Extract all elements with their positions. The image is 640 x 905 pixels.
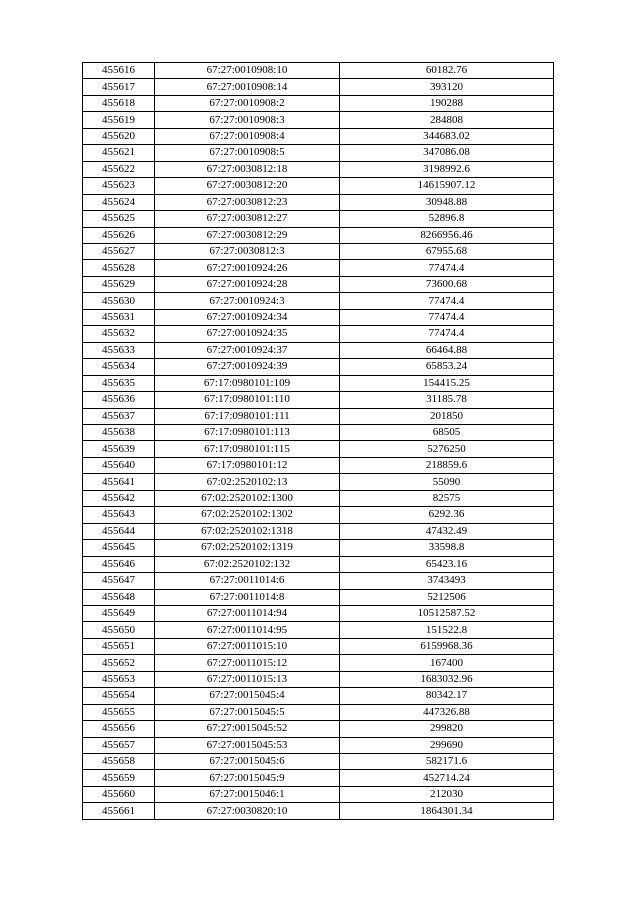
row-number-cell: 455632 <box>83 326 155 342</box>
row-number-cell: 455643 <box>83 507 155 523</box>
row-number-cell: 455619 <box>83 112 155 128</box>
table-row <box>83 655 554 671</box>
row-number-cell: 455661 <box>83 803 155 819</box>
table-row <box>83 128 554 144</box>
row-number-cell: 455617 <box>83 79 155 95</box>
row-number-cell: 455655 <box>83 704 155 720</box>
table-row <box>83 457 554 473</box>
value-cell: 5212506 <box>340 589 554 605</box>
cadastral-number-cell: 67:27:0010908:5 <box>155 145 340 161</box>
row-number-cell: 455637 <box>83 408 155 424</box>
row-number-cell: 455634 <box>83 359 155 375</box>
table-row <box>83 227 554 243</box>
row-number-cell: 455645 <box>83 540 155 556</box>
table-row <box>83 754 554 770</box>
value-cell: 151522.8 <box>340 622 554 638</box>
row-number-cell: 455628 <box>83 260 155 276</box>
table-row <box>83 671 554 687</box>
table-row <box>83 556 554 572</box>
row-number-cell: 455658 <box>83 754 155 770</box>
value-cell: 344683.02 <box>340 128 554 144</box>
cadastral-number-cell: 67:27:0030812:3 <box>155 243 340 259</box>
table-row <box>83 605 554 621</box>
value-cell: 6159968.36 <box>340 638 554 654</box>
table-row <box>83 490 554 506</box>
value-cell: 30948.88 <box>340 194 554 210</box>
cadastral-number-cell: 67:27:0030812:27 <box>155 211 340 227</box>
cadastral-number-cell: 67:27:0011014:8 <box>155 589 340 605</box>
cadastral-number-cell: 67:27:0030812:23 <box>155 194 340 210</box>
value-cell: 6292.36 <box>340 507 554 523</box>
value-cell: 201850 <box>340 408 554 424</box>
cadastral-number-cell: 67:27:0010924:34 <box>155 309 340 325</box>
table-row <box>83 342 554 358</box>
cadastral-number-cell: 67:27:0010908:4 <box>155 128 340 144</box>
row-number-cell: 455623 <box>83 178 155 194</box>
cadastral-number-cell: 67:27:0015045:9 <box>155 770 340 786</box>
table-row <box>83 786 554 802</box>
table-row <box>83 704 554 720</box>
value-cell: 3743493 <box>340 573 554 589</box>
row-number-cell: 455633 <box>83 342 155 358</box>
table-row <box>83 194 554 210</box>
row-number-cell: 455650 <box>83 622 155 638</box>
cadastral-number-cell: 67:27:0011015:10 <box>155 638 340 654</box>
table-row <box>83 573 554 589</box>
value-cell: 77474.4 <box>340 293 554 309</box>
cadastral-number-cell: 67:27:0010908:2 <box>155 95 340 111</box>
cadastral-value-table <box>82 62 554 820</box>
value-cell: 14615907.12 <box>340 178 554 194</box>
value-cell: 66464.88 <box>340 342 554 358</box>
cadastral-number-cell: 67:27:0015045:53 <box>155 737 340 753</box>
row-number-cell: 455621 <box>83 145 155 161</box>
row-number-cell: 455639 <box>83 441 155 457</box>
row-number-cell: 455627 <box>83 243 155 259</box>
cadastral-number-cell: 67:27:0015045:4 <box>155 688 340 704</box>
row-number-cell: 455640 <box>83 457 155 473</box>
table-row <box>83 293 554 309</box>
row-number-cell: 455626 <box>83 227 155 243</box>
cadastral-number-cell: 67:17:0980101:111 <box>155 408 340 424</box>
table-row <box>83 260 554 276</box>
table-row <box>83 803 554 819</box>
value-cell: 82575 <box>340 490 554 506</box>
table-row <box>83 211 554 227</box>
row-number-cell: 455629 <box>83 276 155 292</box>
value-cell: 582171.6 <box>340 754 554 770</box>
table-row <box>83 359 554 375</box>
cadastral-number-cell: 67:27:0010924:3 <box>155 293 340 309</box>
cadastral-number-cell: 67:27:0011015:12 <box>155 655 340 671</box>
cadastral-number-cell: 67:27:0015045:5 <box>155 704 340 720</box>
value-cell: 393120 <box>340 79 554 95</box>
cadastral-number-cell: 67:27:0015046:1 <box>155 786 340 802</box>
row-number-cell: 455625 <box>83 211 155 227</box>
value-cell: 80342.17 <box>340 688 554 704</box>
row-number-cell: 455630 <box>83 293 155 309</box>
row-number-cell: 455659 <box>83 770 155 786</box>
value-cell: 67955.68 <box>340 243 554 259</box>
row-number-cell: 455631 <box>83 309 155 325</box>
value-cell: 47432.49 <box>340 523 554 539</box>
table-row <box>83 589 554 605</box>
table-row <box>83 309 554 325</box>
cadastral-number-cell: 67:17:0980101:12 <box>155 457 340 473</box>
table-row <box>83 63 554 79</box>
row-number-cell: 455652 <box>83 655 155 671</box>
cadastral-number-cell: 67:17:0980101:110 <box>155 392 340 408</box>
cadastral-number-cell: 67:02:2520102:1318 <box>155 523 340 539</box>
cadastral-number-cell: 67:17:0980101:113 <box>155 424 340 440</box>
table-row <box>83 408 554 424</box>
cadastral-number-cell: 67:27:0010908:10 <box>155 63 340 79</box>
table-row <box>83 622 554 638</box>
cadastral-number-cell: 67:27:0011014:95 <box>155 622 340 638</box>
table-row <box>83 392 554 408</box>
cadastral-number-cell: 67:27:0010924:37 <box>155 342 340 358</box>
cadastral-number-cell: 67:27:0010908:14 <box>155 79 340 95</box>
cadastral-number-cell: 67:27:0010924:35 <box>155 326 340 342</box>
value-cell: 452714.24 <box>340 770 554 786</box>
table-row <box>83 638 554 654</box>
value-cell: 218859.6 <box>340 457 554 473</box>
value-cell: 447326.88 <box>340 704 554 720</box>
value-cell: 33598.8 <box>340 540 554 556</box>
value-cell: 10512587.52 <box>340 605 554 621</box>
row-number-cell: 455660 <box>83 786 155 802</box>
row-number-cell: 455656 <box>83 721 155 737</box>
table-row <box>83 540 554 556</box>
row-number-cell: 455616 <box>83 63 155 79</box>
row-number-cell: 455636 <box>83 392 155 408</box>
row-number-cell: 455638 <box>83 424 155 440</box>
value-cell: 167400 <box>340 655 554 671</box>
value-cell: 65853.24 <box>340 359 554 375</box>
row-number-cell: 455647 <box>83 573 155 589</box>
row-number-cell: 455653 <box>83 671 155 687</box>
table-row <box>83 95 554 111</box>
value-cell: 31185.78 <box>340 392 554 408</box>
table-row <box>83 79 554 95</box>
row-number-cell: 455649 <box>83 605 155 621</box>
row-number-cell: 455642 <box>83 490 155 506</box>
row-number-cell: 455657 <box>83 737 155 753</box>
table-row <box>83 424 554 440</box>
table-row <box>83 375 554 391</box>
row-number-cell: 455622 <box>83 161 155 177</box>
table-row <box>83 276 554 292</box>
value-cell: 1683032.96 <box>340 671 554 687</box>
table-row <box>83 770 554 786</box>
cadastral-number-cell: 67:02:2520102:13 <box>155 474 340 490</box>
cadastral-number-cell: 67:27:0030812:18 <box>155 161 340 177</box>
value-cell: 347086.08 <box>340 145 554 161</box>
cadastral-number-cell: 67:27:0010924:39 <box>155 359 340 375</box>
cadastral-number-cell: 67:27:0011014:6 <box>155 573 340 589</box>
table-row <box>83 112 554 128</box>
value-cell: 3198992.6 <box>340 161 554 177</box>
value-cell: 299820 <box>340 721 554 737</box>
value-cell: 73600.68 <box>340 276 554 292</box>
value-cell: 60182.76 <box>340 63 554 79</box>
value-cell: 8266956.46 <box>340 227 554 243</box>
table-row <box>83 326 554 342</box>
cadastral-number-cell: 67:27:0030812:20 <box>155 178 340 194</box>
table-row <box>83 721 554 737</box>
value-cell: 5276250 <box>340 441 554 457</box>
row-number-cell: 455654 <box>83 688 155 704</box>
table-row <box>83 474 554 490</box>
cadastral-number-cell: 67:02:2520102:1300 <box>155 490 340 506</box>
cadastral-number-cell: 67:02:2520102:1302 <box>155 507 340 523</box>
table-row <box>83 243 554 259</box>
cadastral-number-cell: 67:27:0011015:13 <box>155 671 340 687</box>
value-cell: 154415.25 <box>340 375 554 391</box>
row-number-cell: 455624 <box>83 194 155 210</box>
table-row <box>83 737 554 753</box>
value-cell: 190288 <box>340 95 554 111</box>
table-row <box>83 161 554 177</box>
value-cell: 77474.4 <box>340 326 554 342</box>
value-cell: 55090 <box>340 474 554 490</box>
table-row <box>83 441 554 457</box>
row-number-cell: 455651 <box>83 638 155 654</box>
table-row <box>83 178 554 194</box>
cadastral-number-cell: 67:27:0011014:94 <box>155 605 340 621</box>
value-cell: 1864301.34 <box>340 803 554 819</box>
cadastral-number-cell: 67:27:0010908:3 <box>155 112 340 128</box>
table-body <box>83 63 554 820</box>
cadastral-number-cell: 67:27:0010924:28 <box>155 276 340 292</box>
row-number-cell: 455635 <box>83 375 155 391</box>
row-number-cell: 455646 <box>83 556 155 572</box>
value-cell: 284808 <box>340 112 554 128</box>
cadastral-number-cell: 67:27:0010924:26 <box>155 260 340 276</box>
cadastral-number-cell: 67:17:0980101:109 <box>155 375 340 391</box>
cadastral-number-cell: 67:27:0015045:52 <box>155 721 340 737</box>
value-cell: 77474.4 <box>340 260 554 276</box>
table-row <box>83 507 554 523</box>
row-number-cell: 455648 <box>83 589 155 605</box>
value-cell: 212030 <box>340 786 554 802</box>
table-row <box>83 523 554 539</box>
cadastral-number-cell: 67:27:0030812:29 <box>155 227 340 243</box>
cadastral-number-cell: 67:02:2520102:1319 <box>155 540 340 556</box>
row-number-cell: 455644 <box>83 523 155 539</box>
value-cell: 52896.8 <box>340 211 554 227</box>
value-cell: 299690 <box>340 737 554 753</box>
value-cell: 68505 <box>340 424 554 440</box>
row-number-cell: 455641 <box>83 474 155 490</box>
cadastral-number-cell: 67:27:0030820:10 <box>155 803 340 819</box>
row-number-cell: 455620 <box>83 128 155 144</box>
cadastral-number-cell: 67:02:2520102:132 <box>155 556 340 572</box>
table-row <box>83 688 554 704</box>
table-row <box>83 145 554 161</box>
cadastral-number-cell: 67:17:0980101:115 <box>155 441 340 457</box>
cadastral-number-cell: 67:27:0015045:6 <box>155 754 340 770</box>
value-cell: 77474.4 <box>340 309 554 325</box>
value-cell: 65423.16 <box>340 556 554 572</box>
row-number-cell: 455618 <box>83 95 155 111</box>
